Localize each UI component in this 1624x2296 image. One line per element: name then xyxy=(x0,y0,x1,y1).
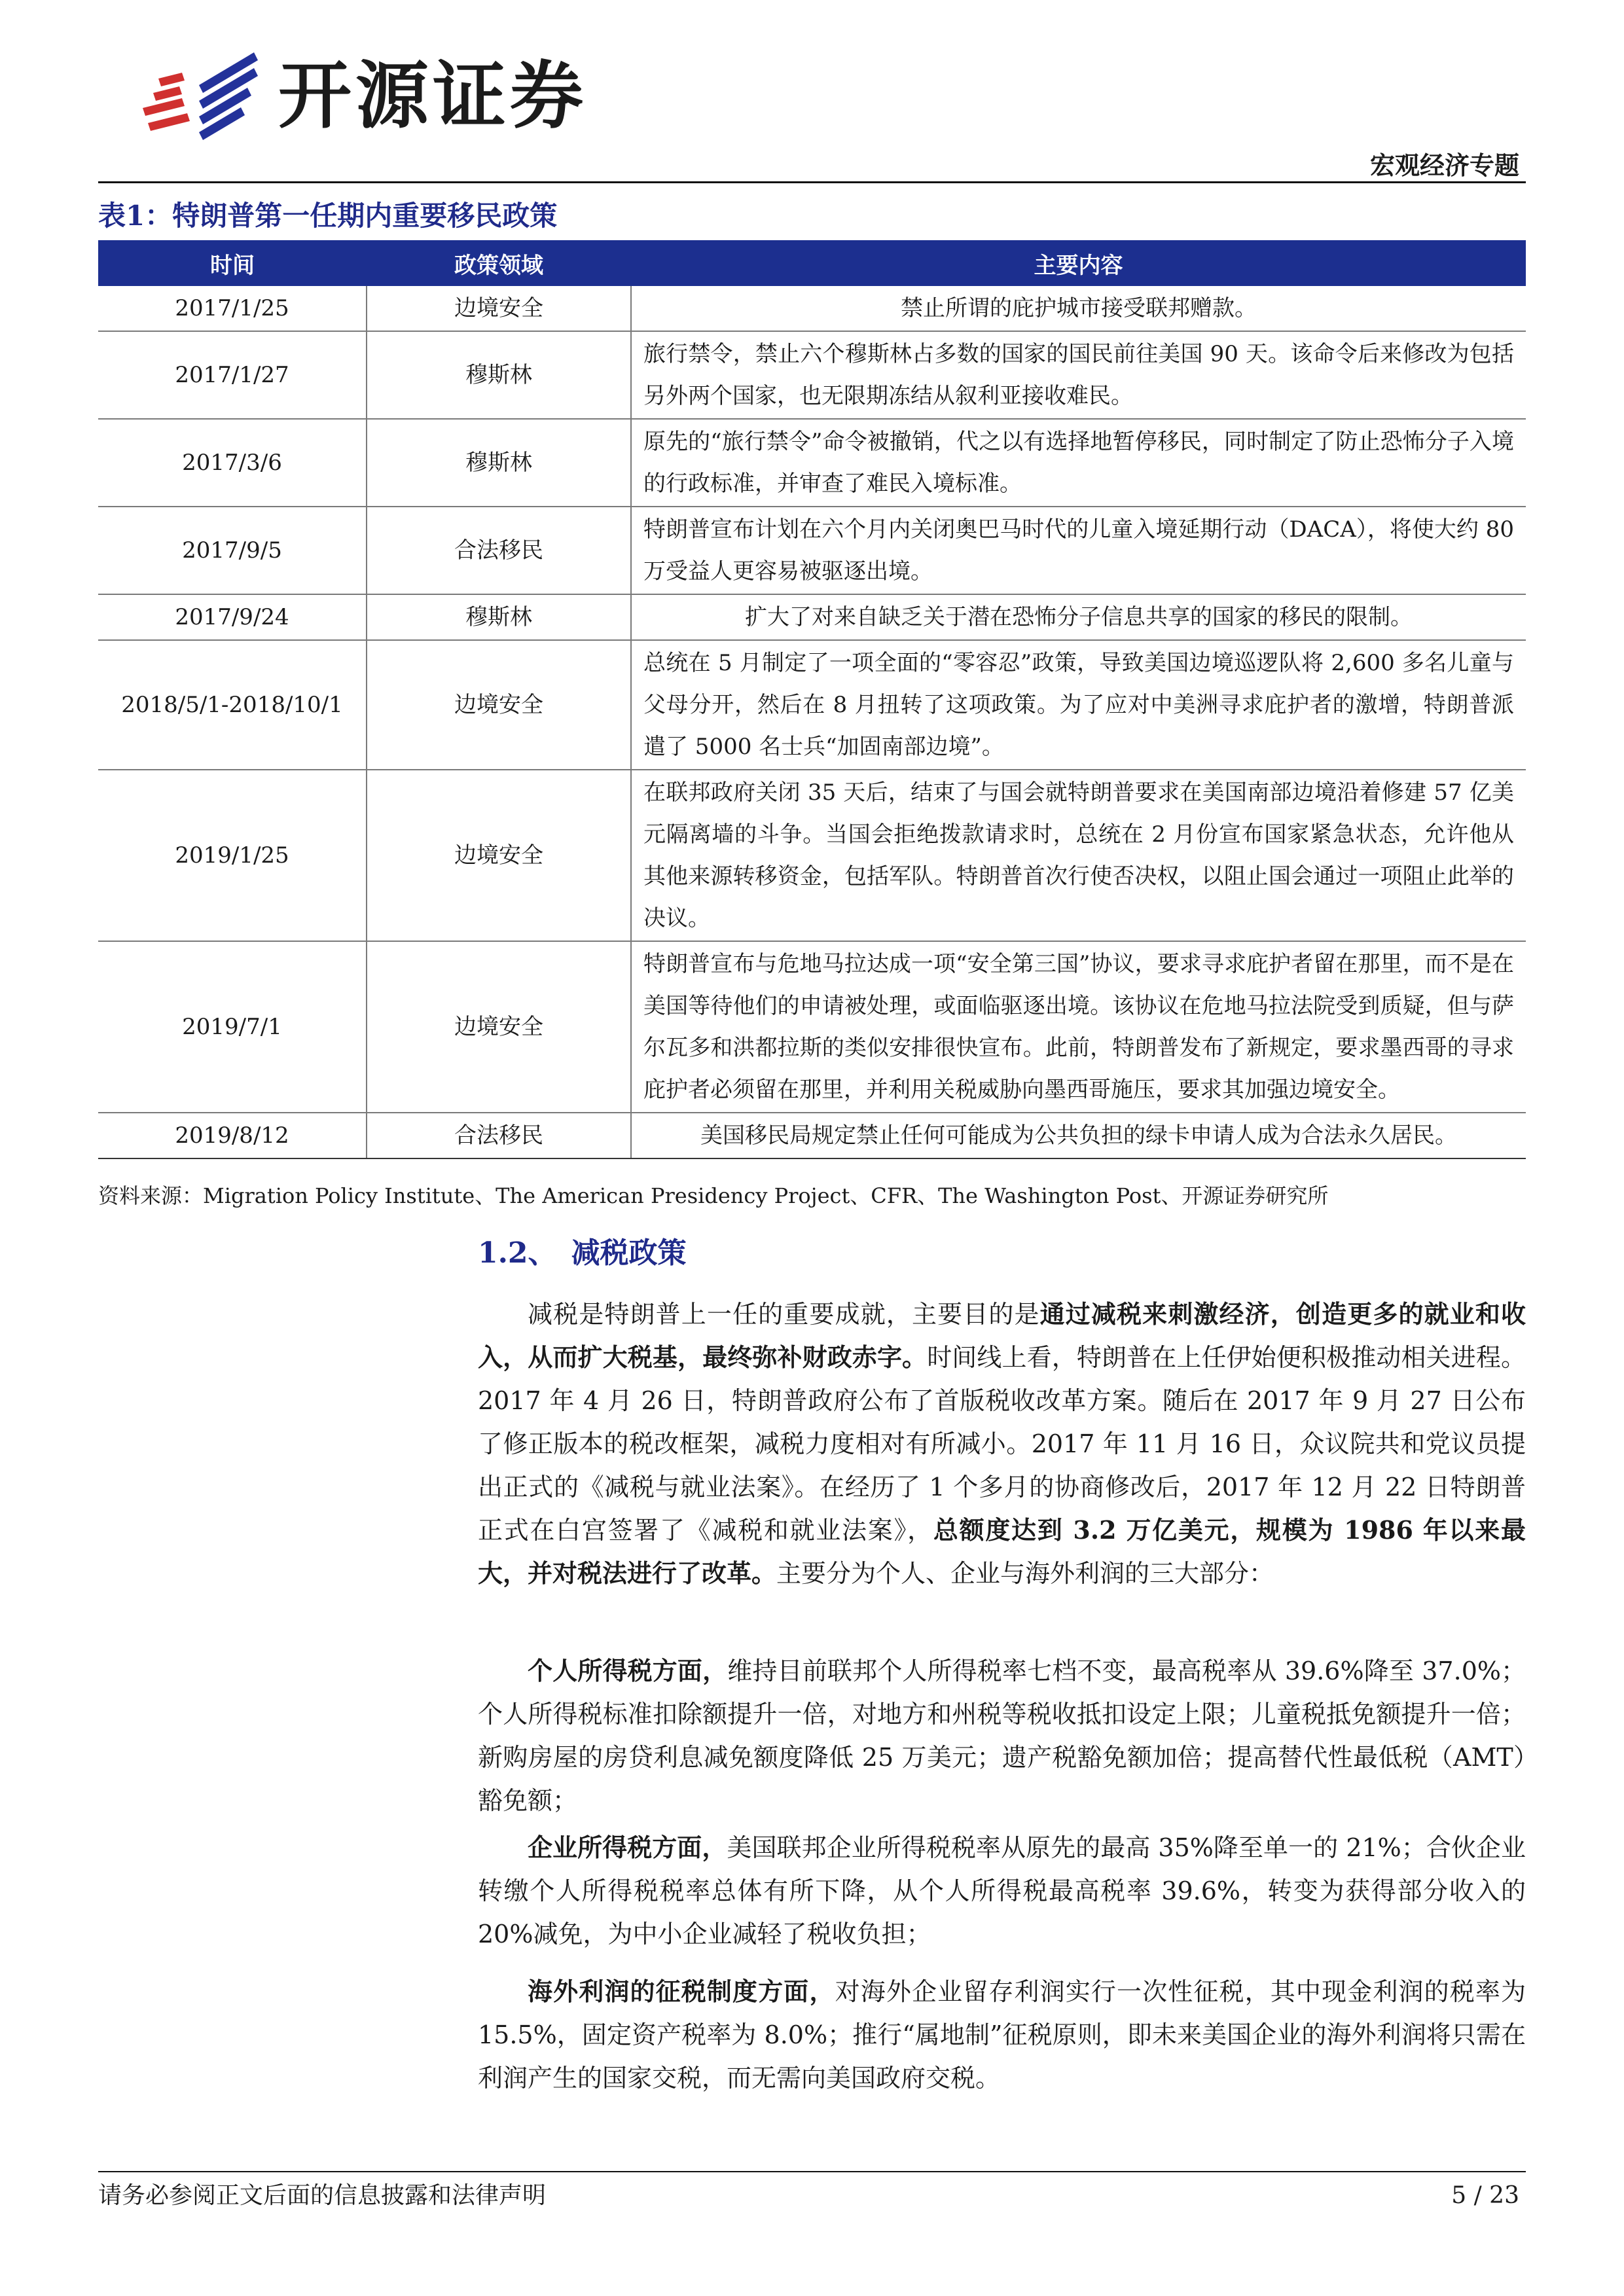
cell-date: 2019/8/12 xyxy=(98,1113,367,1158)
cell-area: 穆斯林 xyxy=(367,331,631,419)
table-row xyxy=(98,1113,1526,1158)
footer-disclaimer: 请务必参阅正文后面的信息披露和法律声明 xyxy=(98,2182,547,2209)
cell-content: 原先的“旅行禁令”命令被撤销，代之以有选择地暂停移民，同时制定了防止恐怖分子入境的行政标准，并审查了难民入境标准。 xyxy=(631,419,1526,507)
cell-area: 穆斯林 xyxy=(367,419,631,507)
cell-area: 边境安全 xyxy=(367,770,631,941)
cell-area: 合法移民 xyxy=(367,507,631,594)
header-divider xyxy=(98,181,1526,183)
paragraph-lead: 个人所得税方面， xyxy=(528,1656,728,1685)
report-type: 宏观经济专题 xyxy=(1369,151,1519,180)
paragraph-tax-overview xyxy=(478,1293,1526,1595)
paragraph-overseas-profit-tax xyxy=(478,1970,1526,2100)
footer-divider xyxy=(98,2171,1526,2172)
cell-content: 禁止所谓的庇护城市接受联邦赠款。 xyxy=(631,286,1526,331)
section-title-text: 减税政策 xyxy=(571,1236,687,1270)
section-number: 1.2、 xyxy=(478,1236,557,1270)
cell-date: 2017/9/24 xyxy=(98,594,367,640)
text-run: 对海外企业留存利润实行一次性征税，其中现金利润的税率为 15.5%，固定资产税率为 8.0%；推行“属地制”征税原则，即未来美国企业的海外利润将只需在利润产生的国家交税，而无需向美国政府交税。 xyxy=(478,1977,1526,2092)
cell-content: 旅行禁令，禁止六个穆斯林占多数的国家的国民前往美国 90 天。该命令后来修改为包括另外两个国家，也无限期冻结从叙利亚接收难民。 xyxy=(631,331,1526,419)
paragraph-lead: 企业所得税方面， xyxy=(528,1833,727,1862)
text-run: 主要分为个人、企业与海外利润的三大部分： xyxy=(776,1559,1274,1588)
page-number: 5 / 23 xyxy=(1451,2182,1519,2209)
table-row xyxy=(98,419,1526,507)
cell-content: 扩大了对来自缺乏关于潜在恐怖分子信息共享的国家的移民的限制。 xyxy=(631,594,1526,640)
immigration-policy-table xyxy=(98,240,1526,1159)
cell-area: 边境安全 xyxy=(367,286,631,331)
cell-date: 2018/5/1-2018/10/1 xyxy=(98,640,367,770)
cell-content: 美国移民局规定禁止任何可能成为公共负担的绿卡申请人成为合法永久居民。 xyxy=(631,1113,1526,1158)
kaiyuan-logo-icon xyxy=(136,46,267,144)
table-row xyxy=(98,331,1526,419)
table-row xyxy=(98,507,1526,594)
text-run: 维持目前联邦个人所得税率七档不变，最高税率从 39.6%降至 37.0%；个人所得税标准扣除额提升一倍，对地方和州税等税收抵扣设定上限；儿童税抵免额提升一倍；新购房屋的房贷利息减免额度降低 25 万美元；遗产税豁免额加倍；提高替代性最低税（AMT）豁免额； xyxy=(478,1657,1526,1815)
brand-name: 开源证券 xyxy=(278,54,587,139)
cell-content: 总统在 5 月制定了一项全面的“零容忍”政策，导致美国边境巡逻队将 2,600 多名儿童与父母分开，然后在 8 月扭转了这项政策。为了应对中美洲寻求庇护者的激增，特朗普派遣了 5000 名士兵“加固南部边境”。 xyxy=(631,640,1526,770)
cell-date: 2017/9/5 xyxy=(98,507,367,594)
cell-date: 2019/7/1 xyxy=(98,941,367,1113)
section-heading xyxy=(478,1234,687,1273)
text-run: 时间线上看，特朗普在上任伊始便积极推动相关进程。2017 年 4 月 26 日，特朗普政府公布了首版税收改革方案。随后在 2017 年 9 月 27 日公布了修正版本的税改框架，减税力度相对有所减小。2017 年 11 月 16 日，众议院共和党议员提出正式的《减税与就业法案》。在经历了 1 个多月的协商修改后，2017 年 12 月 22 日特朗普正式在白宫签署了《减税和就业法案》， xyxy=(478,1343,1526,1545)
paragraph-personal-income-tax xyxy=(478,1649,1526,1822)
cell-date: 2017/1/25 xyxy=(98,286,367,331)
cell-area: 边境安全 xyxy=(367,941,631,1113)
cell-area: 穆斯林 xyxy=(367,594,631,640)
column-header-content: 主要内容 xyxy=(631,240,1526,286)
cell-date: 2019/1/25 xyxy=(98,770,367,941)
paragraph-corporate-tax xyxy=(478,1826,1526,1956)
table-caption: 表1：特朗普第一任期内重要移民政策 xyxy=(98,200,558,232)
cell-content: 特朗普宣布计划在六个月内关闭奥巴马时代的儿童入境延期行动（DACA），将使大约 80 万受益人更容易被驱逐出境。 xyxy=(631,507,1526,594)
table-row xyxy=(98,640,1526,770)
cell-area: 合法移民 xyxy=(367,1113,631,1158)
emphasis-text: 总额度达到 3.2 万亿美元，规模为 1986 年以来最大，并对税法进行了改革。 xyxy=(478,1515,1526,1588)
table-row xyxy=(98,770,1526,941)
cell-content: 在联邦政府关闭 35 天后，结束了与国会就特朗普要求在美国南部边境沿着修建 57 亿美元隔离墙的斗争。当国会拒绝拨款请求时，总统在 2 月份宣布国家紧急状态，允许他从其他来源转移资金，包括军队。特朗普首次行使否决权，以阻止国会通过一项阻止此举的决议。 xyxy=(631,770,1526,941)
column-header-date: 时间 xyxy=(98,240,367,286)
cell-area: 边境安全 xyxy=(367,640,631,770)
cell-content: 特朗普宣布与危地马拉达成一项“安全第三国”协议，要求寻求庇护者留在那里，而不是在美国等待他们的申请被处理，或面临驱逐出境。该协议在危地马拉法院受到质疑，但与萨尔瓦多和洪都拉斯的类似安排很快宣布。此前，特朗普发布了新规定，要求墨西哥的寻求庇护者必须留在那里，并利用关税威胁向墨西哥施压，要求其加强边境安全。 xyxy=(631,941,1526,1113)
table-row xyxy=(98,941,1526,1113)
text-run: 减税是特朗普上一任的重要成就，主要目的是 xyxy=(528,1300,1040,1329)
column-header-area: 政策领域 xyxy=(367,240,631,286)
table-source-note: 资料来源：Migration Policy Institute、The American Presidency Project、CFR、The Washington Post、开源证券研究所 xyxy=(98,1183,1329,1208)
text-run: 美国联邦企业所得税税率从原先的最高 35%降至单一的 21%；合伙企业转缴个人所得税税率总体有所下降，从个人所得税最高税率 39.6%，转变为获得部分收入的 20%减免，为中小企业减轻了税收负担； xyxy=(478,1833,1526,1948)
paragraph-lead: 海外利润的征税制度方面， xyxy=(528,1977,835,2006)
emphasis-text: 通过减税来刺激经济，创造更多的就业和收入，从而扩大税基，最终弥补财政赤字。 xyxy=(478,1299,1526,1372)
table-row xyxy=(98,594,1526,640)
table-row xyxy=(98,286,1526,331)
cell-date: 2017/3/6 xyxy=(98,419,367,507)
cell-date: 2017/1/27 xyxy=(98,331,367,419)
table-header-row xyxy=(98,240,1526,286)
